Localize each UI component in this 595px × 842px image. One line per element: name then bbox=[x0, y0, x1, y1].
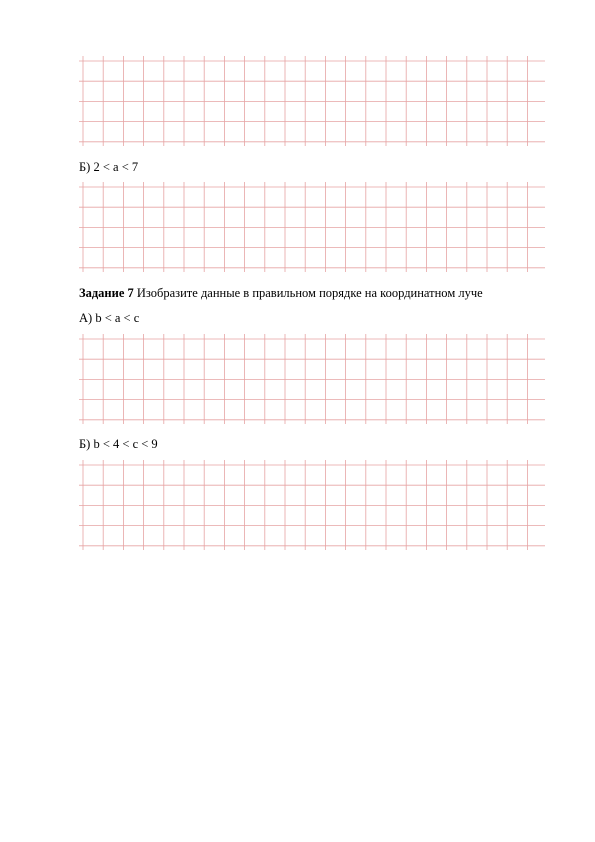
task-7-number: Задание 7 bbox=[79, 286, 134, 300]
grid-lines bbox=[79, 182, 545, 272]
grid-paper-1 bbox=[79, 56, 545, 146]
inequality-label-b2: Б) b < 4 < c < 9 bbox=[79, 437, 158, 451]
grid-paper-3 bbox=[79, 334, 545, 424]
grid-paper-2 bbox=[79, 182, 545, 272]
inequality-label-a: А) b < a < c bbox=[79, 311, 140, 325]
grid-paper-4 bbox=[79, 460, 545, 550]
task-7-heading bbox=[79, 286, 483, 300]
grid-lines bbox=[79, 56, 545, 146]
grid-lines bbox=[79, 460, 545, 550]
grid-lines bbox=[79, 334, 545, 424]
task-7-text: Изобразите данные в правильном порядке на координатном луче bbox=[133, 286, 483, 300]
inequality-label-b1: Б) 2 < a < 7 bbox=[79, 160, 139, 174]
